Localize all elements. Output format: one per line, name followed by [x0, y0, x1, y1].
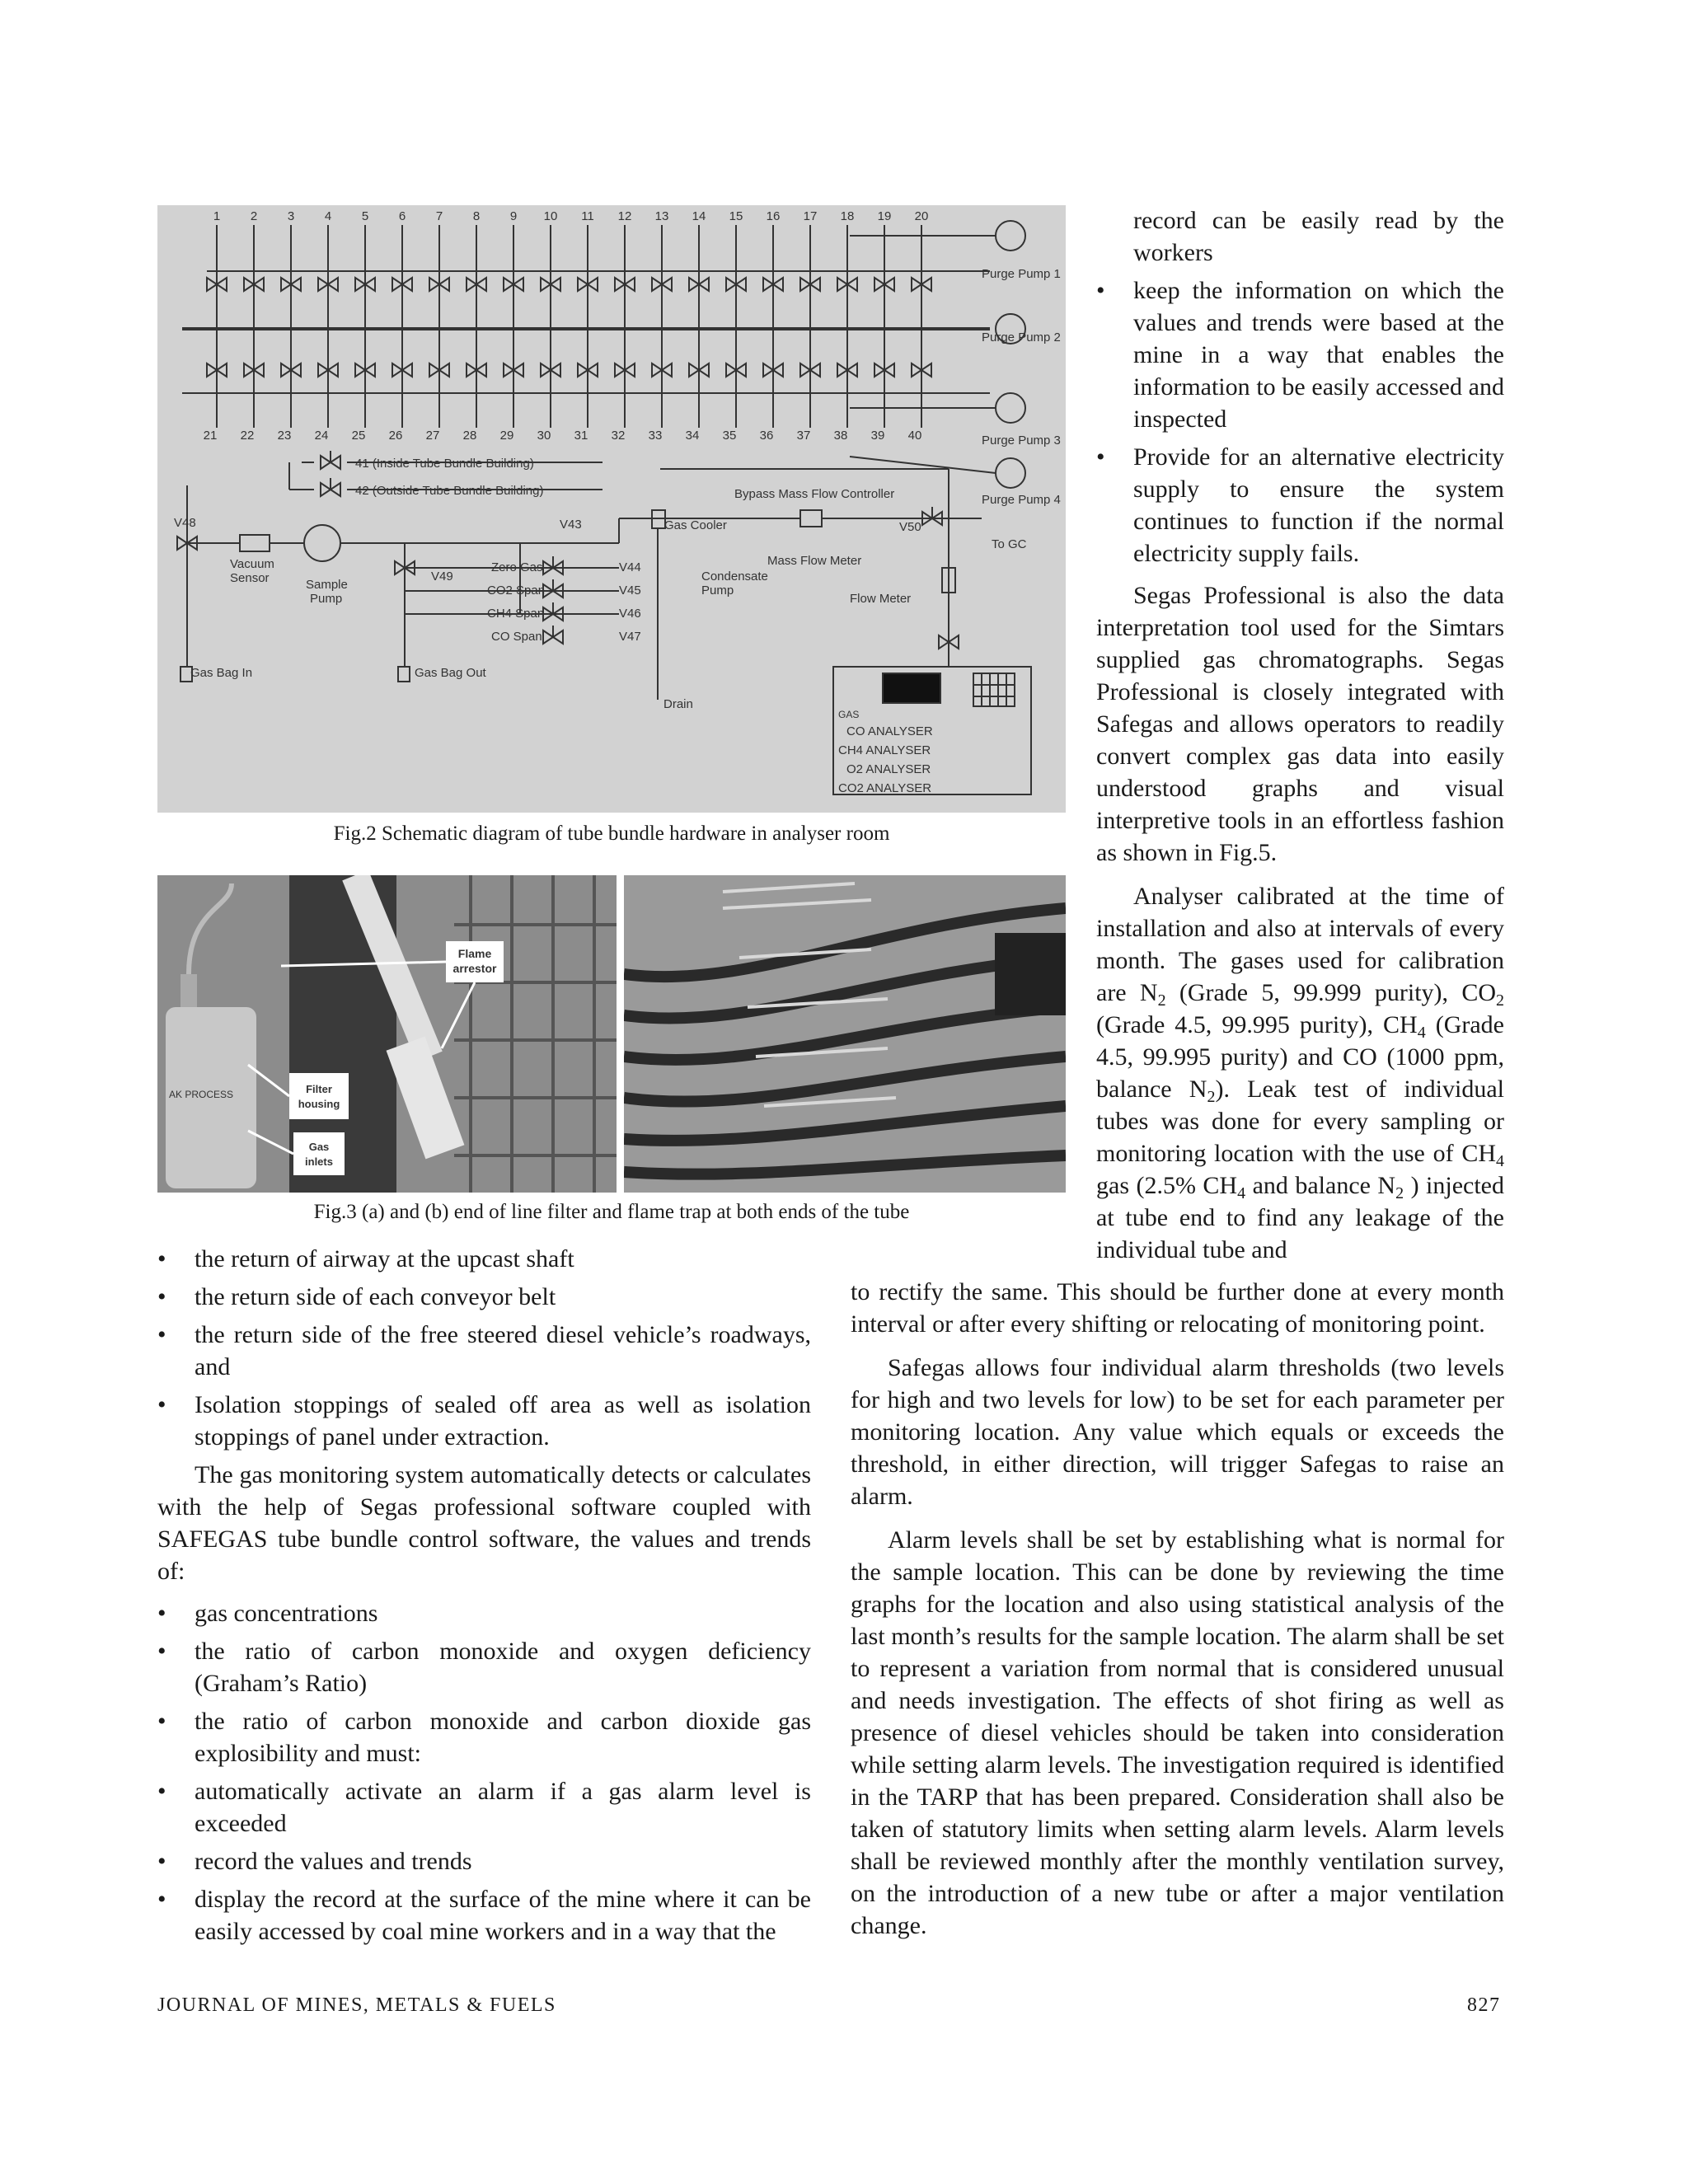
tube-valve-array: [177, 209, 959, 649]
tube-number: 37: [796, 429, 811, 443]
label-gas-bag-in: Gas Bag In: [190, 666, 253, 680]
label-analyser-o2: O2 ANALYSER: [846, 762, 931, 776]
list-item: • the ratio of carbon monoxide and oxygen deficiency (Graham’s Ratio): [157, 1635, 811, 1699]
list-item: • automatically activate an alarm if a gas alarm level is exceeded: [157, 1775, 811, 1840]
valve-icon: [543, 556, 563, 574]
label-line-42: 42 (Outside Tube Bundle Building): [355, 484, 544, 498]
figure-3a-photo: [157, 875, 617, 1193]
tube-number: 33: [648, 429, 663, 443]
filter-flame-arrestor-photo: [157, 875, 617, 1193]
left-column: [157, 1243, 811, 1953]
airway-bullet-list: [157, 1243, 811, 1453]
label-purge-pump-1: Purge Pump 1: [982, 267, 1061, 281]
label-purge-pump-3: Purge Pump 3: [982, 434, 1061, 448]
list-item: • keep the information on which the values and trends were based at the mine in a way that enables the information to be easily accessed and inspected: [1096, 274, 1504, 435]
label-v45: V45: [619, 583, 641, 598]
tube-number: 5: [361, 209, 369, 223]
list-item: • gas concentrations: [157, 1597, 811, 1629]
label-v48: V48: [174, 516, 196, 530]
label-analyser-ch4: CH4 ANALYSER: [838, 743, 931, 757]
label-to-gc: To GC: [992, 537, 1027, 551]
label-flame-1: Flame: [457, 947, 492, 960]
valve-icon: [543, 626, 563, 644]
list-item: • Provide for an alternative electricity supply to ensure the system continues to function if the normal electricity supply fails.: [1096, 441, 1504, 569]
label-line-41: 41 (Inside Tube Bundle Building): [355, 457, 534, 471]
tube-number: 40: [907, 429, 922, 443]
list-item: • the return side of each conveyor belt: [157, 1281, 811, 1313]
tube-number: 28: [462, 429, 477, 443]
label-gas-cooler: Gas Cooler: [664, 518, 727, 532]
valve-icon: [922, 507, 942, 525]
tube-number: 11: [581, 209, 594, 223]
tube-number: 13: [654, 209, 669, 223]
label-analyser-co2: CO2 ANALYSER: [838, 781, 932, 795]
tube-number: 36: [759, 429, 774, 443]
list-item: • the ratio of carbon monoxide and carbon dioxide gas explosibility and must:: [157, 1705, 811, 1769]
values-bullet-list: [157, 1597, 811, 1947]
label-filter-1: Filter: [306, 1083, 332, 1095]
label-gas-inlets-1: Gas: [308, 1141, 330, 1153]
label-gas-inlets-2: inlets: [305, 1155, 333, 1168]
label-drain: Drain: [663, 697, 693, 711]
paragraph-calibration: Analyser calibrated at the time of installation and also at intervals of every month. The gases used for calibration are $N_2$ (Grade 5, 99.999 purity), $CO_2$ (Grade 4.5, 99.995 purity), $CH_4$ (Grade 4.5, 99.995 purity) and CO (1000 ppm, balance $N_2$). Leak test of individual tubes was done for every sampling or monitoring location with the use of $CH_4$ gas (2.5% $CH_4$ and balance $N_2$ ) injected at tube end to find any leakage of the individual tube and: [1096, 883, 1505, 1263]
figure-2-caption: Fig.2 Schematic diagram of tube bundle hardware in analyser room: [333, 823, 890, 845]
tube-number: 7: [435, 209, 443, 223]
tube-number: 6: [398, 209, 406, 223]
right-column-top: [1096, 204, 1504, 1266]
page-number: 827: [1467, 1994, 1501, 2016]
valve-icon: [321, 478, 340, 496]
right-column-bottom: [851, 1276, 1504, 1942]
label-flow-meter: Flow Meter: [850, 592, 912, 606]
tube-number: 22: [240, 429, 255, 443]
label-sample-pump-2: Pump: [310, 592, 343, 606]
tube-number: 18: [840, 209, 855, 223]
tube-number: 38: [833, 429, 848, 443]
tube-number: 8: [472, 209, 481, 223]
label-gas-bag-out: Gas Bag Out: [415, 666, 486, 680]
tube-number: 25: [351, 429, 366, 443]
tube-number: 9: [509, 209, 518, 223]
list-item: • record the values and trends: [157, 1845, 811, 1877]
tube-number: 35: [722, 429, 737, 443]
tube-number: 1: [213, 209, 221, 223]
tube-number: 20: [914, 209, 929, 223]
label-ch4-span: CH4 Span: [487, 607, 545, 621]
paragraph-segas: Segas Professional is also the data interpretation tool used for the Simtars supplied gas chromatographs. Segas Professional is closely integrated with Safegas and allows operators to readily convert complex gas data into easily understood graphs and visual interpretive tools in an effortless fashion as shown in Fig.5.: [1096, 582, 1504, 866]
label-vacuum-sensor-1: Vacuum: [230, 557, 274, 571]
tube-number: 34: [685, 429, 700, 443]
tube-number: 16: [766, 209, 781, 223]
bullet-continuation: record can be easily read by the workers: [1133, 207, 1504, 266]
paragraph-rectify: to rectify the same. This should be further done at every month interval or after every shifting or relocating of monitoring point.: [851, 1278, 1504, 1338]
label-flame-2: arrestor: [452, 962, 497, 975]
tube-bundle-schematic-svg: [157, 205, 1066, 813]
paragraph-gas-monitoring: The gas monitoring system automatically detects or calculates with the help of Segas professional software coupled with SAFEGAS tube bundle control software, the values and trends of:: [157, 1461, 811, 1585]
label-condensate-2: Pump: [701, 583, 734, 598]
tube-number: 27: [425, 429, 440, 443]
tube-number: 17: [803, 209, 818, 223]
label-v47: V47: [619, 630, 641, 644]
label-brand: AK PROCESS: [169, 1089, 234, 1100]
journal-name: JOURNAL OF MINES, METALS & FUELS: [157, 1994, 556, 2016]
tube-number: 39: [870, 429, 885, 443]
label-co2-span: CO2 Span: [487, 583, 546, 598]
tube-ends-photo: [624, 875, 1066, 1193]
tube-number: 10: [543, 209, 558, 223]
label-v50: V50: [899, 520, 921, 534]
label-gas: GAS: [838, 709, 860, 720]
label-purge-pump-4: Purge Pump 4: [982, 493, 1061, 507]
label-purge-pump-2: Purge Pump 2: [982, 330, 1061, 344]
tube-number: 29: [499, 429, 514, 443]
label-v49: V49: [431, 569, 453, 583]
tube-number: 14: [692, 209, 706, 223]
tube-number: 32: [611, 429, 626, 443]
valve-icon: [321, 451, 340, 469]
label-bypass: Bypass Mass Flow Controller: [734, 487, 895, 501]
tube-number: 21: [203, 429, 218, 443]
label-v46: V46: [619, 607, 641, 621]
tube-number: 19: [877, 209, 892, 223]
list-item: • Isolation stoppings of sealed off area as well as isolation stoppings of panel under extraction.: [157, 1389, 811, 1453]
valve-icon: [543, 602, 563, 621]
tube-number: 30: [537, 429, 551, 443]
tube-number: 3: [287, 209, 295, 223]
right-bullet-list: [1096, 274, 1504, 569]
tube-number: 24: [314, 429, 329, 443]
valve-icon: [543, 579, 563, 598]
label-vacuum-sensor-2: Sensor: [230, 571, 270, 585]
label-zero-gas: Zero Gas: [491, 560, 543, 574]
list-item: • the return side of the free steered diesel vehicle’s roadways, and: [157, 1319, 811, 1383]
tube-number: 26: [388, 429, 403, 443]
tube-number: 15: [729, 209, 743, 223]
label-sample-pump-1: Sample: [306, 578, 348, 592]
tube-number: 2: [250, 209, 258, 223]
label-condensate-1: Condensate: [701, 569, 768, 583]
tube-number: 4: [324, 209, 332, 223]
label-filter-2: housing: [298, 1098, 340, 1110]
paragraph-safegas: Safegas allows four individual alarm thresholds (two levels for high and two levels for low) to be set for each parameter per monitoring location. Any value which equals or exceeds the threshold, in either direction, will trigger Safegas to raise an alarm.: [851, 1354, 1504, 1510]
figure-3-caption: Fig.3 (a) and (b) end of line filter and flame trap at both ends of the tube: [313, 1201, 910, 1223]
figure-3b-photo: [624, 875, 1066, 1193]
label-co-span: CO Span: [491, 630, 542, 644]
tube-number: 12: [617, 209, 632, 223]
label-mass-flow-meter: Mass Flow Meter: [767, 554, 862, 568]
list-item: • the return of airway at the upcast shaft: [157, 1243, 811, 1275]
label-analyser-co: CO ANALYSER: [846, 724, 933, 738]
tube-number: 31: [574, 429, 588, 443]
label-v44: V44: [619, 560, 641, 574]
paragraph-alarm-levels: Alarm levels shall be set by establishing what is normal for the sample location. This can be done by reviewing the time graphs for the location and also using statistical analysis of the last month’s results for the sample location. The alarm shall be set to represent a variation from normal that is considered unusual and needs investigation. The effects of shot firing as well as presence of diesel vehicles should be taken into consideration while setting alarm levels. The investigation required is identified in the TARP that has been prepared. Consideration shall also be taken of statutory limits when setting alarm levels. Alarm levels shall be reviewed monthly after the monthly ventilation survey, on the introduction of a new tube or after a major ventilation change.: [851, 1526, 1504, 1939]
tube-number: 23: [277, 429, 292, 443]
label-v43: V43: [560, 518, 582, 532]
list-item: • display the record at the surface of the mine where it can be easily accessed by coal mine workers and in a way that the: [157, 1883, 811, 1947]
figure-2-schematic: [157, 205, 1066, 813]
